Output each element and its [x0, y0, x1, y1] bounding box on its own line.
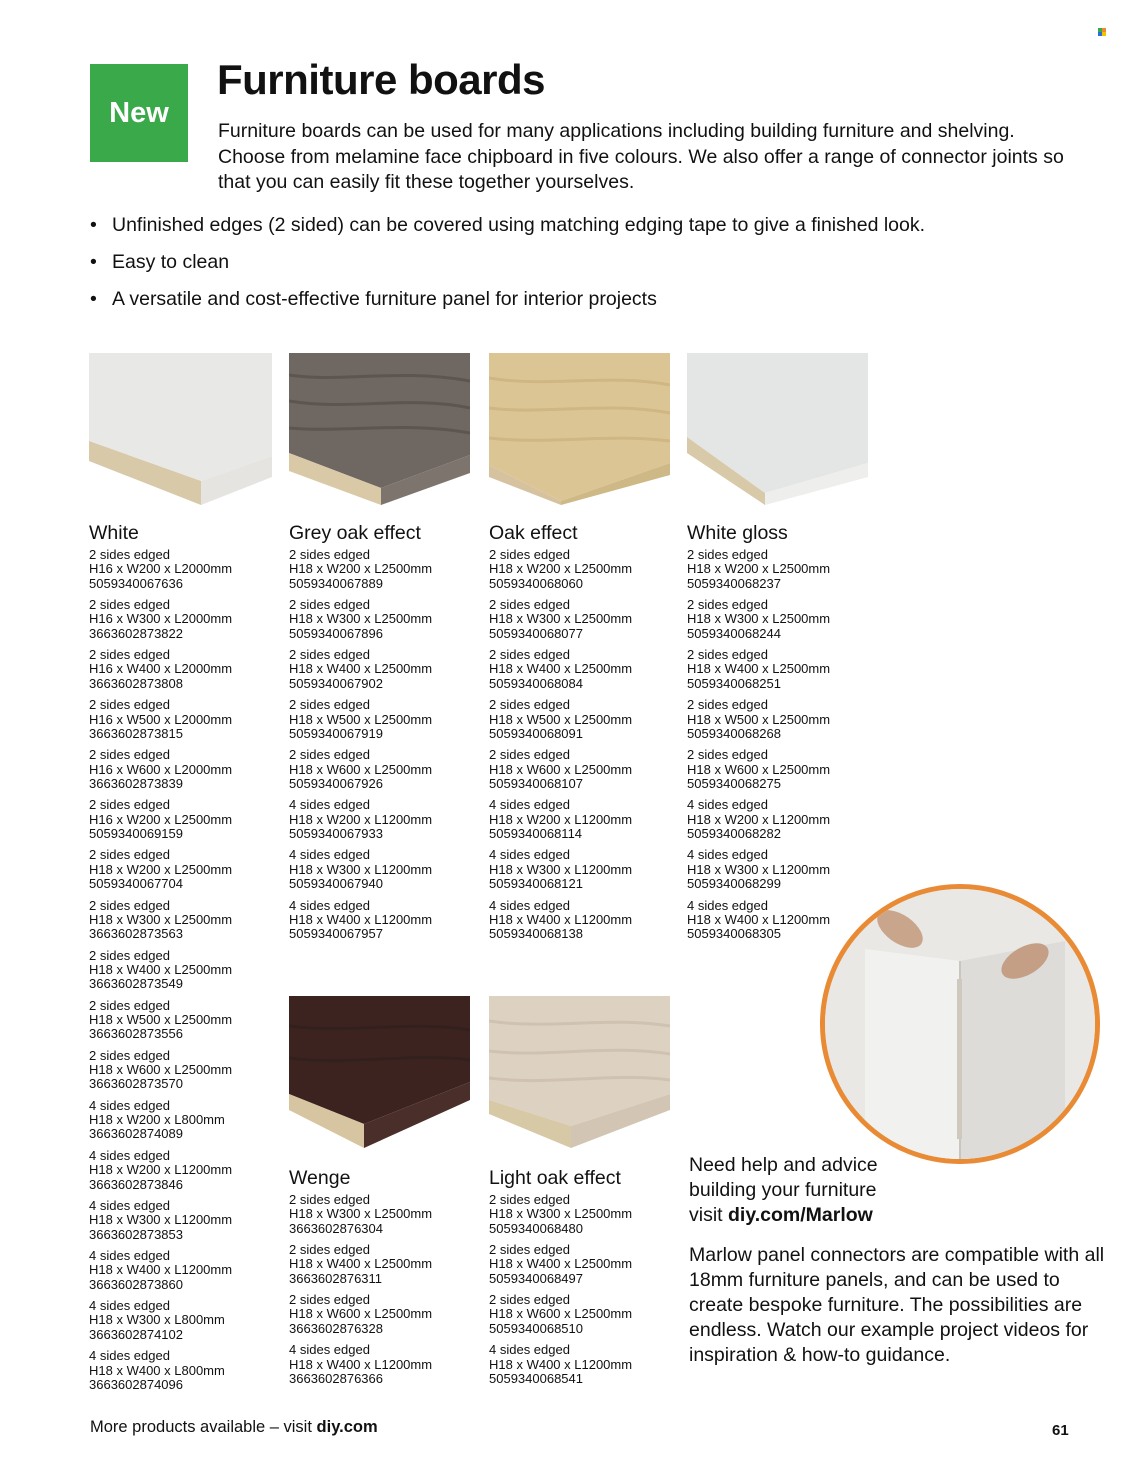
- product-code: 5059340067940: [289, 876, 383, 892]
- variant-entry: [289, 1343, 474, 1386]
- variant-entry: [89, 1149, 274, 1192]
- edge-spec: 2 sides edged: [489, 647, 570, 663]
- edge-spec: 4 sides edged: [687, 797, 768, 813]
- light-oak-board-swatch: [489, 996, 670, 1148]
- variant-entry: [289, 648, 474, 691]
- feature-list: [90, 213, 925, 324]
- product-oak: [489, 521, 674, 949]
- edge-spec: 2 sides edged: [89, 847, 170, 863]
- product-code: 3663602873549: [89, 976, 183, 992]
- new-badge: New: [90, 64, 188, 162]
- edge-spec: 2 sides edged: [289, 647, 370, 663]
- variant-entry: [687, 598, 872, 641]
- help-visit-label: visit: [689, 1204, 723, 1226]
- variant-entry: [687, 748, 872, 791]
- size-spec: H18 x W300 x L2500mm: [89, 911, 233, 927]
- variant-entry: [89, 748, 274, 791]
- size-spec: H18 x W500 x L2500mm: [89, 1012, 233, 1027]
- edge-spec: 4 sides edged: [289, 847, 370, 863]
- connector-photo: [820, 884, 1100, 1164]
- size-spec: H18 x W300 x L1200mm: [289, 861, 433, 877]
- product-code: 5059340067919: [289, 725, 383, 741]
- size-spec: H18 x W300 x L2500mm: [687, 611, 831, 627]
- product-code: 5059340068299: [687, 876, 781, 892]
- product-code: 3663602876311: [289, 1270, 383, 1286]
- size-spec: H18 x W300 x L1200mm: [89, 1212, 233, 1228]
- edge-spec: 4 sides edged: [289, 897, 370, 913]
- product-code: 5059340068268: [687, 725, 781, 741]
- variant-entry: [489, 598, 674, 641]
- product-code: 3663602876328: [289, 1320, 383, 1336]
- variant-entry: [289, 1243, 474, 1286]
- variant-entry: [89, 949, 274, 992]
- page-number: 61: [1052, 1422, 1069, 1439]
- edge-spec: 2 sides edged: [289, 697, 370, 713]
- product-code: 3663602876304: [289, 1220, 383, 1236]
- product-code: 3663602873860: [89, 1276, 183, 1292]
- edge-spec: 2 sides edged: [89, 697, 170, 713]
- product-code: 3663602873570: [89, 1076, 183, 1092]
- size-spec: H18 x W400 x L2500mm: [89, 961, 233, 977]
- product-code: 3663602873822: [89, 625, 183, 641]
- variant-entry: [89, 1099, 274, 1142]
- edge-spec: 2 sides edged: [489, 1242, 570, 1258]
- product-code: 3663602873563: [89, 926, 183, 942]
- variant-entry: [489, 798, 674, 841]
- wenge-board-swatch: [289, 996, 470, 1148]
- variant-entry: [89, 1349, 274, 1392]
- size-spec: H16 x W500 x L2000mm: [89, 711, 233, 727]
- variant-entry: [89, 648, 274, 691]
- variant-entry: [89, 798, 274, 841]
- variant-entry: [89, 548, 274, 591]
- variant-entry: [489, 548, 674, 591]
- product-code: 5059340068497: [489, 1270, 583, 1286]
- size-spec: H18 x W400 x L1200mm: [687, 911, 831, 927]
- compatibility-note: Marlow panel connectors are compatible with all 18mm furniture panels, and can be used to create bespoke furniture. The possibilities are endless. Watch our example project videos for inspiration & how-to guidance.: [689, 1244, 1105, 1366]
- size-spec: H18 x W400 x L2500mm: [687, 661, 831, 677]
- footer-link[interactable]: diy.com: [316, 1418, 378, 1436]
- size-spec: H18 x W200 x L2500mm: [687, 561, 831, 577]
- white-gloss-board-swatch: [687, 353, 868, 505]
- size-spec: H18 x W200 x L2500mm: [89, 861, 233, 877]
- product-grey-oak: [289, 521, 474, 949]
- product-code: 5059340068510: [489, 1320, 583, 1336]
- size-spec: H18 x W400 x L1200mm: [89, 1262, 233, 1278]
- help-line: Need help and advice: [689, 1154, 878, 1176]
- size-spec: H18 x W500 x L2500mm: [687, 711, 831, 727]
- variant-entry: [289, 698, 474, 741]
- variant-entry: [289, 798, 474, 841]
- edge-spec: 4 sides edged: [489, 847, 570, 863]
- size-spec: H18 x W500 x L2500mm: [289, 711, 433, 727]
- variant-entry: [687, 899, 872, 942]
- variant-entry: [687, 648, 872, 691]
- size-spec: H18 x W600 x L2500mm: [289, 761, 433, 777]
- variant-entry: [89, 1299, 274, 1342]
- grey-oak-board-swatch: [289, 353, 470, 505]
- feature-item: • Unfinished edges (2 sided) can be covered using matching edging tape to give a finished look.: [90, 213, 925, 238]
- edge-spec: 2 sides edged: [89, 1047, 170, 1063]
- product-code: 3663602873853: [89, 1226, 183, 1242]
- help-line: building your furniture: [689, 1179, 877, 1201]
- size-spec: H18 x W600 x L2500mm: [687, 761, 831, 777]
- variant-entry: [489, 1243, 674, 1286]
- variant-entry: [89, 1249, 274, 1292]
- size-spec: H18 x W300 x L2500mm: [289, 1206, 433, 1222]
- product-code: 5059340068091: [489, 725, 583, 741]
- variant-entry: [89, 598, 274, 641]
- edge-spec: 2 sides edged: [489, 1192, 570, 1207]
- edge-spec: 2 sides edged: [89, 547, 170, 562]
- variant-entry: [89, 899, 274, 942]
- edge-spec: 4 sides edged: [89, 1248, 170, 1264]
- product-code: 5059340068237: [687, 575, 781, 591]
- variant-entry: [289, 748, 474, 791]
- size-spec: H18 x W200 x L1200mm: [489, 811, 633, 827]
- edge-spec: 4 sides edged: [687, 847, 768, 863]
- edge-spec: 4 sides edged: [687, 897, 768, 913]
- product-code: 3663602873839: [89, 775, 183, 791]
- size-spec: H18 x W600 x L2500mm: [289, 1306, 433, 1322]
- size-spec: H18 x W300 x L1200mm: [687, 861, 831, 877]
- edge-spec: 2 sides edged: [89, 647, 170, 663]
- product-code: 5059340068084: [489, 675, 583, 691]
- size-spec: H16 x W300 x L2000mm: [89, 611, 233, 627]
- edge-spec: 2 sides edged: [489, 697, 570, 713]
- size-spec: H18 x W400 x L2500mm: [289, 661, 433, 677]
- product-white-gloss: [687, 521, 872, 949]
- product-code: 5059340067896: [289, 625, 383, 641]
- white-board-swatch: [89, 353, 272, 505]
- product-light-oak: [489, 1166, 674, 1393]
- product-code: 5059340068251: [687, 675, 781, 691]
- size-spec: H18 x W400 x L2500mm: [289, 1256, 433, 1272]
- product-code: 5059340068138: [489, 926, 583, 942]
- product-name: White gloss: [687, 522, 788, 544]
- size-spec: H18 x W300 x L2500mm: [289, 611, 433, 627]
- footer-note: [90, 1418, 378, 1437]
- product-code: 5059340068282: [687, 825, 781, 841]
- edge-spec: 2 sides edged: [289, 1242, 370, 1258]
- product-code: 3663602873815: [89, 725, 183, 741]
- edge-spec: 2 sides edged: [89, 897, 170, 913]
- page-title: Furniture boards: [217, 56, 546, 103]
- product-code: 5059340068121: [489, 876, 583, 892]
- edge-spec: 2 sides edged: [687, 697, 768, 713]
- edge-spec: 2 sides edged: [687, 547, 768, 562]
- size-spec: H18 x W400 x L1200mm: [289, 1356, 433, 1372]
- product-code: 5059340068480: [489, 1220, 583, 1236]
- variant-entry: [687, 848, 872, 891]
- variant-entry: [489, 698, 674, 741]
- edge-spec: 2 sides edged: [289, 547, 370, 562]
- variant-entry: [289, 1293, 474, 1336]
- product-name: Grey oak effect: [289, 522, 421, 544]
- feature-item: • Easy to clean: [90, 250, 925, 275]
- variant-entry: [489, 648, 674, 691]
- size-spec: H18 x W300 x L2500mm: [489, 1206, 633, 1222]
- size-spec: H18 x W400 x L2500mm: [489, 1256, 633, 1272]
- product-white: [89, 521, 274, 1399]
- variant-entry: [489, 1343, 674, 1386]
- product-code: 5059340067889: [289, 575, 383, 591]
- product-code: 5059340067957: [289, 926, 383, 942]
- intro-text: Furniture boards can be used for many applications including building furniture and shelving. Choose from melamine face chipboard in five colours. We also offer a range of connector joints so that you can easily fit these together yourselves.: [218, 120, 1064, 193]
- variant-entry: [289, 899, 474, 942]
- edge-spec: 4 sides edged: [89, 1097, 170, 1113]
- product-code: 5059340068114: [489, 825, 583, 841]
- product-code: 5059340068107: [489, 775, 583, 791]
- product-name: White: [89, 522, 139, 544]
- size-spec: H18 x W200 x L2500mm: [289, 561, 433, 577]
- size-spec: H16 x W400 x L2000mm: [89, 661, 233, 677]
- footer-text: More products available – visit: [90, 1418, 312, 1436]
- size-spec: H18 x W500 x L2500mm: [489, 711, 633, 727]
- variant-entry: [89, 999, 274, 1042]
- edge-spec: 2 sides edged: [289, 1192, 370, 1207]
- edge-spec: 4 sides edged: [89, 1298, 170, 1314]
- variant-entry: [489, 1193, 674, 1236]
- edge-spec: 2 sides edged: [489, 1292, 570, 1308]
- size-spec: H18 x W600 x L2500mm: [89, 1062, 233, 1078]
- product-code: 3663602874102: [89, 1326, 183, 1342]
- size-spec: H16 x W200 x L2500mm: [89, 811, 233, 827]
- variant-entry: [489, 1293, 674, 1336]
- feature-item: • A versatile and cost-effective furniture panel for interior projects: [90, 287, 925, 312]
- product-code: 3663602873556: [89, 1026, 183, 1042]
- size-spec: H18 x W300 x L1200mm: [489, 861, 633, 877]
- variant-entry: [89, 698, 274, 741]
- product-code: 5059340068244: [687, 625, 781, 641]
- product-code: 5059340067933: [289, 825, 383, 841]
- edge-spec: 2 sides edged: [687, 597, 768, 613]
- edge-spec: 2 sides edged: [89, 797, 170, 813]
- size-spec: H18 x W200 x L1200mm: [89, 1162, 233, 1178]
- size-spec: H18 x W200 x L1200mm: [289, 811, 433, 827]
- size-spec: H18 x W300 x L800mm: [89, 1312, 225, 1328]
- product-code: 5059340067902: [289, 675, 383, 691]
- variant-entry: [89, 848, 274, 891]
- variant-entry: [289, 848, 474, 891]
- size-spec: H18 x W400 x L1200mm: [489, 1356, 633, 1372]
- edge-spec: 2 sides edged: [89, 597, 170, 613]
- product-code: 5059340068060: [489, 575, 583, 591]
- size-spec: H18 x W400 x L800mm: [89, 1362, 225, 1378]
- variant-entry: [489, 848, 674, 891]
- size-spec: H18 x W600 x L2500mm: [489, 1306, 633, 1322]
- product-code: 5059340067704: [89, 876, 183, 892]
- product-code: 5059340067926: [289, 775, 383, 791]
- product-code: 5059340068305: [687, 926, 781, 942]
- edge-spec: 2 sides edged: [89, 997, 170, 1013]
- edge-spec: 2 sides edged: [687, 747, 768, 763]
- edge-spec: 2 sides edged: [289, 747, 370, 763]
- edge-spec: 2 sides edged: [289, 1292, 370, 1308]
- variant-entry: [89, 1049, 274, 1092]
- edge-spec: 2 sides edged: [489, 597, 570, 613]
- variant-entry: [489, 748, 674, 791]
- size-spec: H18 x W200 x L2500mm: [489, 561, 633, 577]
- product-code: 5059340067636: [89, 575, 183, 591]
- help-note: [689, 1153, 1109, 1228]
- edge-spec: 4 sides edged: [89, 1348, 170, 1364]
- product-code: 5059340069159: [89, 825, 183, 841]
- variant-entry: [89, 1199, 274, 1242]
- size-spec: H16 x W200 x L2000mm: [89, 561, 233, 577]
- variant-entry: [687, 548, 872, 591]
- size-spec: H18 x W300 x L2500mm: [489, 611, 633, 627]
- size-spec: H18 x W400 x L2500mm: [489, 661, 633, 677]
- size-spec: H18 x W200 x L800mm: [89, 1112, 225, 1128]
- size-spec: H18 x W200 x L1200mm: [687, 811, 831, 827]
- product-code: 3663602873808: [89, 675, 183, 691]
- corner-logo-icon: [1098, 28, 1106, 36]
- variant-entry: [687, 798, 872, 841]
- edge-spec: 4 sides edged: [489, 1342, 570, 1358]
- product-name: Wenge: [289, 1167, 351, 1189]
- edge-spec: 4 sides edged: [489, 797, 570, 813]
- size-spec: H18 x W400 x L1200mm: [489, 911, 633, 927]
- edge-spec: 2 sides edged: [489, 547, 570, 562]
- product-name: Light oak effect: [489, 1167, 621, 1189]
- product-name: Oak effect: [489, 522, 578, 544]
- edge-spec: 4 sides edged: [89, 1198, 170, 1214]
- size-spec: H18 x W600 x L2500mm: [489, 761, 633, 777]
- edge-spec: 4 sides edged: [289, 797, 370, 813]
- product-code: 3663602874096: [89, 1376, 183, 1392]
- product-wenge: [289, 1166, 474, 1393]
- product-code: 5059340068541: [489, 1370, 583, 1386]
- edge-spec: 2 sides edged: [89, 947, 170, 963]
- size-spec: H16 x W600 x L2000mm: [89, 761, 233, 777]
- variant-entry: [687, 698, 872, 741]
- edge-spec: 4 sides edged: [89, 1147, 170, 1163]
- edge-spec: 2 sides edged: [687, 647, 768, 663]
- product-code: 5059340068077: [489, 625, 583, 641]
- variant-entry: [289, 1193, 474, 1236]
- edge-spec: 2 sides edged: [489, 747, 570, 763]
- product-code: 3663602874089: [89, 1126, 183, 1142]
- product-code: 5059340068275: [687, 775, 781, 791]
- marlow-link[interactable]: diy.com/Marlow: [728, 1204, 873, 1226]
- edge-spec: 4 sides edged: [489, 897, 570, 913]
- variant-entry: [489, 899, 674, 942]
- product-code: 3663602876366: [289, 1370, 383, 1386]
- edge-spec: 2 sides edged: [89, 747, 170, 763]
- edge-spec: 2 sides edged: [289, 597, 370, 613]
- product-code: 3663602873846: [89, 1176, 183, 1192]
- oak-board-swatch: [489, 353, 670, 505]
- variant-entry: [289, 598, 474, 641]
- variant-entry: [289, 548, 474, 591]
- size-spec: H18 x W400 x L1200mm: [289, 911, 433, 927]
- edge-spec: 4 sides edged: [289, 1342, 370, 1358]
